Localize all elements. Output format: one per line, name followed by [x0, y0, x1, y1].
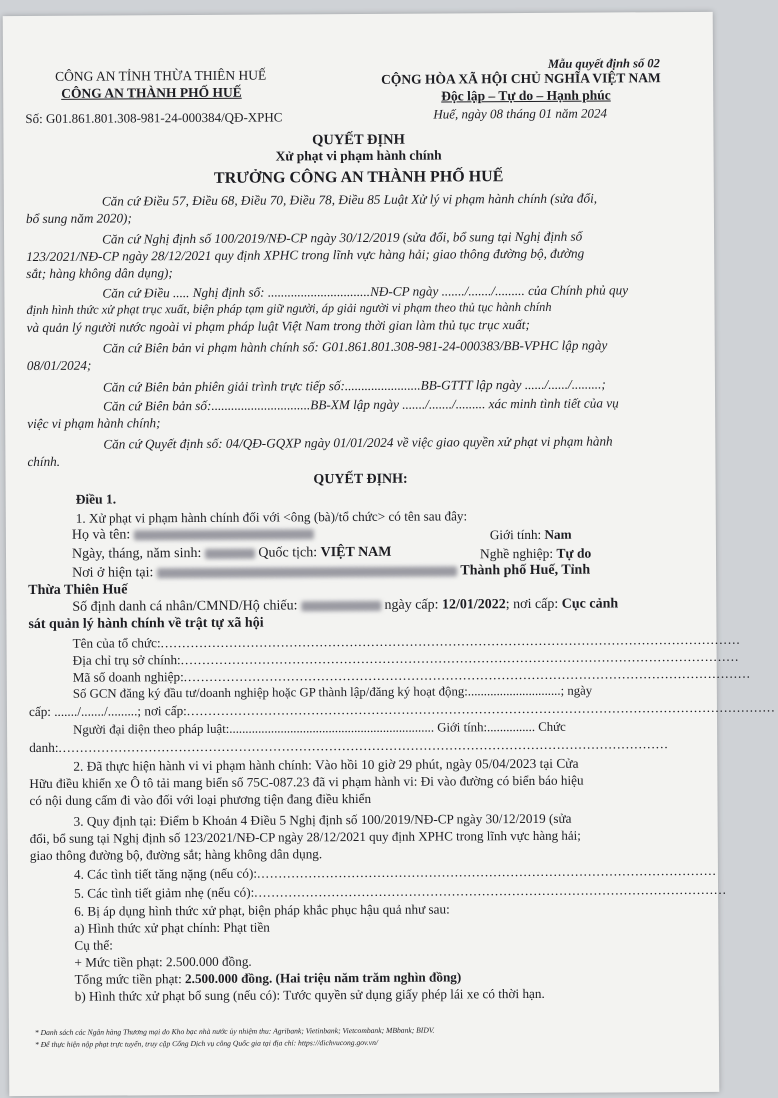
basis-line: Căn cứ Điều 57, Điều 68, Điều 70, Điều 78, Điều 85 Luật Xử lý vi phạm hành chính (sửa đổi,	[101, 190, 598, 209]
dob-row: Ngày, tháng, năm sinh: Quốc tịch: VIỆT NAM	[71, 544, 392, 562]
basis-line: Căn cứ Biên bản vi phạm hành chính số: G01.861.801.308-981-24-000383/BB-VPHC lập ngày	[102, 337, 608, 356]
org-gcn-row: Số GCN đăng ký đầu tư/doanh nghiệp hoặc GP thành lập/đăng ký hoạt động:.............................; ngày	[72, 683, 593, 701]
agency-name: CÔNG AN THÀNH PHỐ HUẾ	[61, 84, 242, 101]
id-issue-place: sát quản lý hành chính về trật tự xã hội	[28, 615, 264, 633]
footnote: * Để thực hiện nộp phạt trực tuyến, truy cập Cổng Dịch vụ công Quốc gia tại địa chỉ: https://dichvucong.gov.vn/	[34, 1037, 379, 1050]
basis-line: Căn cứ Nghị định số 100/2019/NĐ-CP ngày 30/12/2019 (sửa đổi, bổ sung tại Nghị định số	[102, 228, 583, 247]
basis-line: Căn cứ Biên bản phiên giải trình trực tiếp số:.......................BB-GTTT lập ngày ....../....../.........;	[102, 376, 606, 395]
section-2-cont: Hữu điều khiển xe Ô tô tải mang biển số 75C-087.23 đã vi phạm hành vi: Đi vào đường có biển báo hiệu	[29, 772, 584, 792]
section-6: 6. Bị áp dụng hình thức xử phạt, biện pháp khắc phục hậu quả như sau:	[74, 901, 450, 919]
section-1: 1. Xử phạt vi phạm hành chính đối với <ông (bà)/tổ chức> có tên sau đây:	[75, 508, 468, 526]
section-6a: a) Hình thức xử phạt chính: Phạt tiền	[74, 919, 270, 936]
job-row: Nghề nghiệp: Tự do	[479, 545, 592, 562]
section-6b: Cụ thể:	[74, 937, 113, 953]
basis-line: định hình thức xử phạt trục xuất, biện pháp tạm giữ người, áp giải người vi phạm theo thủ tục hành chính	[26, 299, 552, 318]
address-redacted	[157, 566, 457, 578]
name-redacted	[134, 529, 314, 540]
id-row: Số định danh cá nhân/CMND/Hộ chiếu: ngày cấp: 12/01/2022; nơi cấp: Cục cảnh	[72, 596, 619, 615]
country-name: CỘNG HÒA XÃ HỘI CHỦ NGHĨA VIỆT NAM	[381, 70, 661, 87]
footnote: * Danh sách các Ngân hàng Thương mại do Kho bạc nhà nước ủy nhiệm thu: Agribank; Vietinbank; Vietcombank; MBbank; BIDV.	[34, 1025, 435, 1038]
total-fine-value: 2.500.000 đồng. (Hai triệu năm trăm nghìn đồng)	[184, 969, 462, 987]
total-fine-row: Tổng mức tiền phạt: 2.500.000 đồng. (Hai triệu năm trăm nghìn đồng)	[74, 969, 462, 987]
id-redacted	[301, 601, 381, 611]
gender-value: Nam	[544, 526, 572, 542]
job-value: Tự do	[556, 545, 592, 561]
basis-line: Căn cứ Điều ..... Nghị định số: ...............................NĐ-CP ngày ......./......./......... của Chính phủ quy	[102, 282, 629, 301]
org-code-row: Mã số doanh nghiệp:....................................................................................................................................	[72, 665, 751, 685]
section-5: 5. Các tình tiết giảm nhẹ (nếu có):..............................................................................................................	[74, 881, 727, 901]
basis-line: sắt; hàng không dân dụng);	[26, 265, 173, 282]
section-2: 2. Đã thực hiện hành vi vi phạm hành chính: Vào hồi 10 giờ 29 phút, ngày 05/04/2023 tại Cửa	[73, 755, 579, 774]
form-number: Mẫu quyết định số 02	[547, 56, 660, 71]
national-motto: Độc lập – Tự do – Hạnh phúc	[441, 87, 611, 104]
org-address-row: Địa chỉ trụ sở chính:..................................................................................................................................	[72, 648, 740, 668]
document-date: Huế, ngày 08 tháng 01 năm 2024	[433, 105, 608, 122]
gender-row: Giới tính: Nam	[489, 526, 572, 543]
document-title: QUYẾT ĐỊNH	[312, 131, 405, 149]
name-row	[72, 525, 314, 543]
basis-line: 123/2021/NĐ-CP ngày 28/12/2021 quy định XPHC trong lĩnh vực hàng hải; giao thông đường bộ, đường	[26, 245, 585, 265]
address-row: Nơi ở hiện tại: Thành phố Huế, Tỉnh	[72, 562, 591, 581]
section-3: 3. Quy định tại: Điểm b Khoản 4 Điều 5 Nghị định số 100/2019/NĐ-CP ngày 30/12/2019 (sửa	[73, 810, 572, 829]
document-number: Số: G01.861.801.308-981-24-000384/QĐ-XPHC	[25, 109, 283, 127]
basis-line: và quản lý người nước ngoài vi phạm pháp luật Việt Nam trong thời gian làm thủ tục trục xuất;	[26, 316, 530, 336]
basis-line: 08/01/2024;	[26, 357, 92, 374]
org-gcn-row-2: cấp: ......./......./.........; nơi cấp:.........................................................................................................................................	[28, 699, 776, 720]
agency-parent: CÔNG AN TỈNH THỪA THIÊN HUẾ	[55, 67, 267, 84]
dob-redacted	[205, 548, 255, 558]
org-rep-row-2: danh:..............................................................................................................................................	[29, 736, 669, 756]
name-label: Họ và tên:	[71, 527, 131, 543]
org-rep-row: Người đại diện theo pháp luật:................................................................ Giới tính:............... Chức	[73, 719, 566, 737]
nationality-value: VIỆT NAM	[320, 544, 392, 561]
section-6-additional: b) Hình thức xử phạt bổ sung (nếu có): Tước quyền sử dụng giấy phép lái xe có thời hạn.	[74, 985, 545, 1004]
article-heading: Điều 1.	[75, 491, 117, 507]
org-name-row: Tên của tổ chức:.......................................................................................................................................	[72, 631, 741, 651]
section-3-cont: đổi, bổ sung tại Nghị định số 123/2021/NĐ-CP ngày 28/12/2021 quy định XPHC trong lĩnh vực hàng hải;	[29, 827, 581, 847]
decision-heading: QUYẾT ĐỊNH:	[313, 471, 408, 488]
section-4: 4. Các tình tiết tăng nặng (nếu có):...........................................................................................................	[73, 862, 717, 882]
document-page	[3, 12, 776, 1096]
address-province: Thừa Thiên Huế	[28, 582, 128, 599]
basis-line: chính.	[27, 453, 61, 470]
fine-amount: + Mức tiền phạt: 2.500.000 đồng.	[74, 953, 252, 970]
basis-line: bổ sung năm 2020);	[25, 210, 132, 227]
id-issue-date: 12/01/2022	[441, 597, 506, 613]
basis-line: Căn cứ Biên bản số:..............................BB-XM lập ngày ......./......./......... xác minh tình tiết của vụ	[103, 395, 619, 414]
section-3-cont: giao thông đường bộ, đường sắt; hàng không dân dụng.	[29, 846, 323, 864]
issuer-title: TRƯỞNG CÔNG AN THÀNH PHỐ HUẾ	[213, 168, 504, 187]
document-subtitle: Xử phạt vi phạm hành chính	[275, 147, 442, 164]
basis-line: Căn cứ Quyết định số: 04/QĐ-GQXP ngày 01/01/2024 về việc giao quyền xử phạt vi phạm hành	[103, 433, 613, 452]
section-2-cont: có nội dung cấm đi vào đối với loại phương tiện đang điều khiển	[29, 790, 372, 809]
basis-line: việc vi phạm hành chính;	[27, 415, 161, 432]
